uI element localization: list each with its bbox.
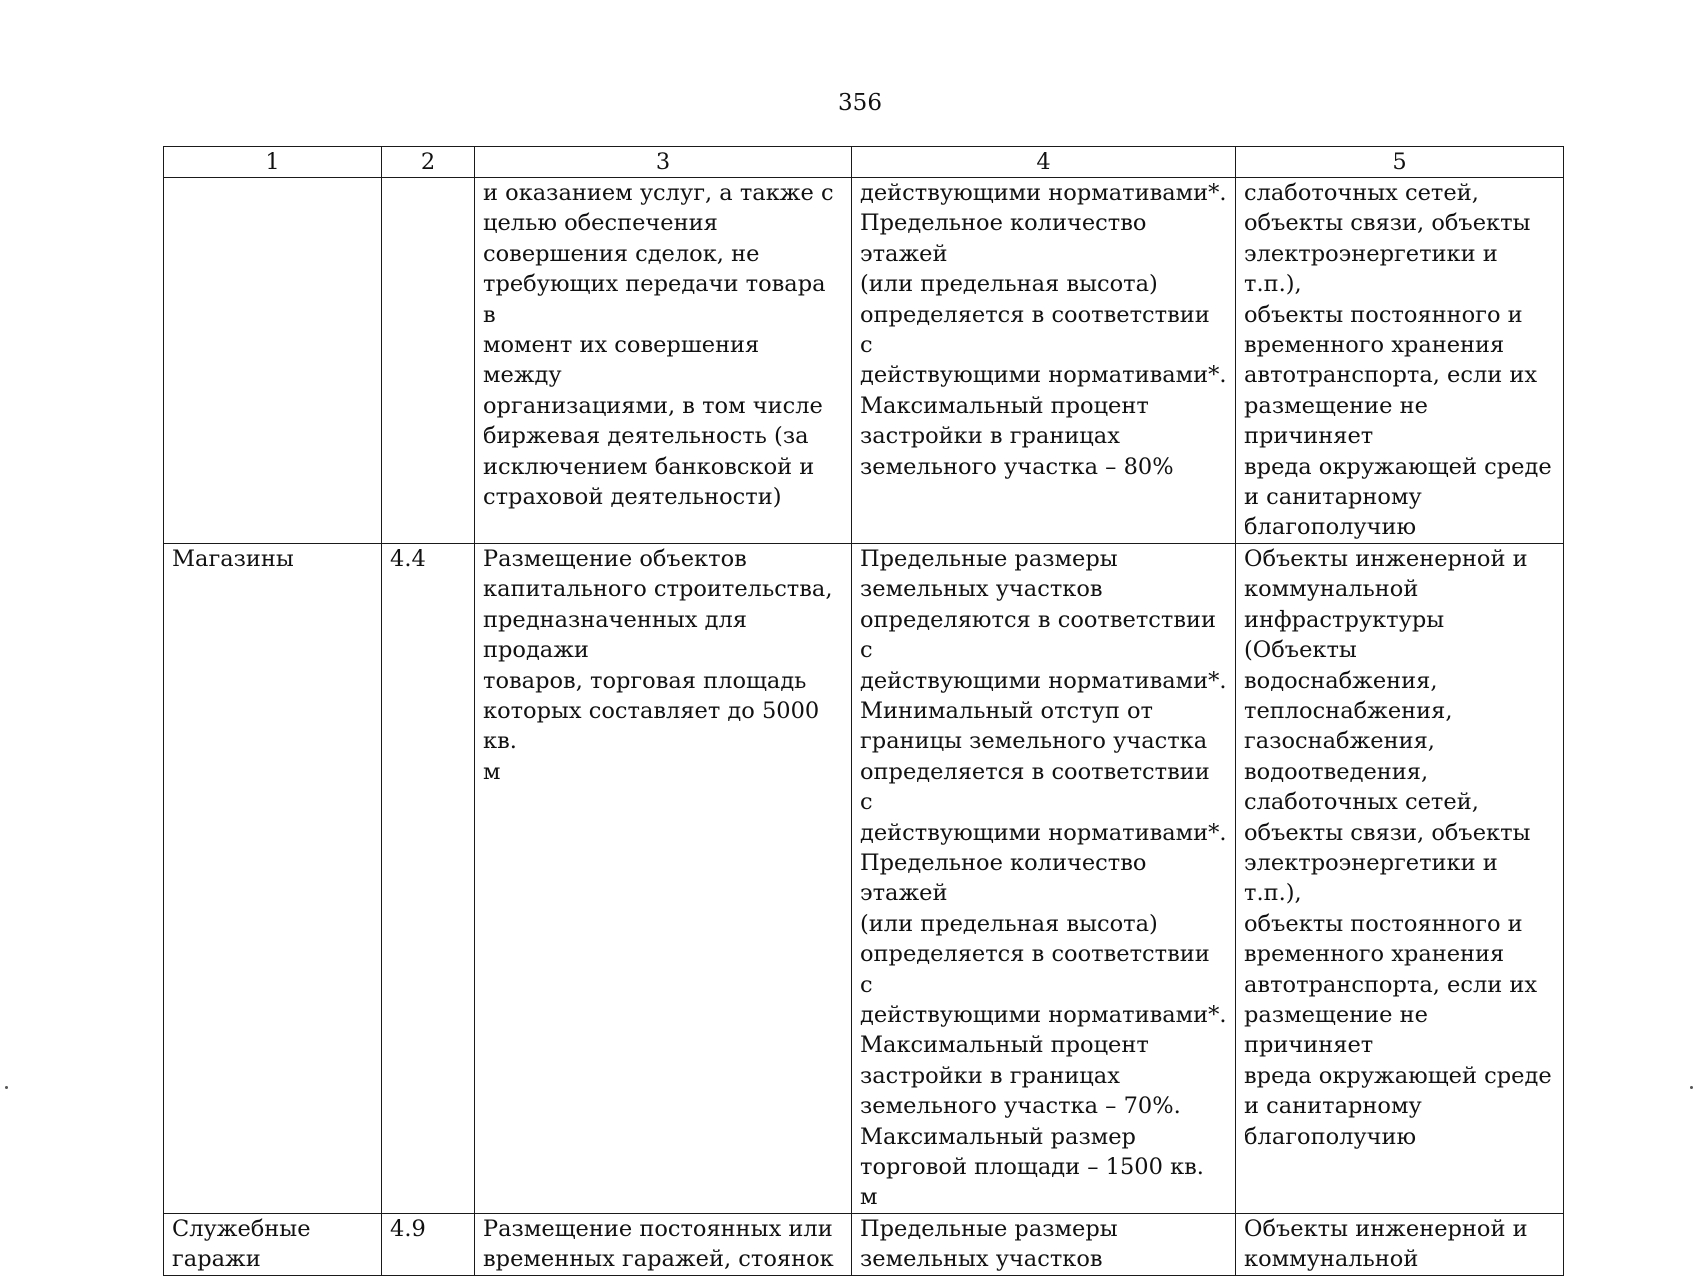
header-cell-2: 2 [382, 147, 475, 178]
header-cell-4: 4 [852, 147, 1236, 178]
table-row [164, 1213, 1564, 1275]
cell-use-description: Размещение постоянных или временных гаражей, стоянок [475, 1213, 852, 1275]
header-cell-5: 5 [1236, 147, 1564, 178]
cell-use-description: Размещение объектов капитального строительства, предназначенных для продажи товаров, торговая площадь которых составляет до 5000 кв. м [475, 543, 852, 1213]
scan-speck [5, 1086, 8, 1089]
page-number: 356 [838, 90, 882, 116]
header-cell-1: 1 [164, 147, 382, 178]
cell-use-name: Магазины [164, 543, 382, 1213]
cell-parameters: Предельные размеры земельных участков [852, 1213, 1236, 1275]
cell-auxiliary-objects: слаботочных сетей, объекты связи, объекты электроэнергетики и т.п.), объекты постоянного и временного хранения автотранспорта, если их размещение не причиняет вреда окружающей среде и санитарному благополучию [1236, 178, 1564, 544]
cell-use-code [382, 178, 475, 544]
cell-parameters: действующими нормативами*. Предельное количество этажей (или предельная высота) определяется в соответствии с действующими нормативами*. Максимальный процент застройки в границах земельного участка – 80% [852, 178, 1236, 544]
zoning-table [163, 146, 1564, 1276]
header-cell-3: 3 [475, 147, 852, 178]
cell-auxiliary-objects: Объекты инженерной и коммунальной [1236, 1213, 1564, 1275]
table-row [164, 178, 1564, 544]
scan-speck [1690, 1086, 1693, 1089]
cell-use-name: Служебные гаражи [164, 1213, 382, 1275]
cell-auxiliary-objects: Объекты инженерной и коммунальной инфраструктуры (Объекты водоснабжения, теплоснабжения, газоснабжения, водоотведения, слаботочных сетей, объекты связи, объекты электроэнергетики и т.п.), объекты постоянного и временного хранения автотранспорта, если их размещение не причиняет вреда окружающей среде и санитарному благополучию [1236, 543, 1564, 1213]
table-row [164, 543, 1564, 1213]
header-row [164, 147, 1564, 178]
cell-use-code: 4.9 [382, 1213, 475, 1275]
cell-use-code: 4.4 [382, 543, 475, 1213]
cell-use-description: и оказанием услуг, а также с целью обеспечения совершения сделок, не требующих передачи товара в момент их совершения между организациями, в том числе биржевая деятельность (за исключением банковской и страховой деятельности) [475, 178, 852, 544]
cell-use-name [164, 178, 382, 544]
cell-parameters: Предельные размеры земельных участков определяются в соответствии с действующими нормативами*. Минимальный отступ от границы земельного участка определяется в соответствии с действующими нормативами*. Предельное количество этажей (или предельная высота) определяется в соответствии с действующими нормативами*. Максимальный процент застройки в границах земельного участка – 70%. Максимальный размер торговой площади – 1500 кв. м [852, 543, 1236, 1213]
